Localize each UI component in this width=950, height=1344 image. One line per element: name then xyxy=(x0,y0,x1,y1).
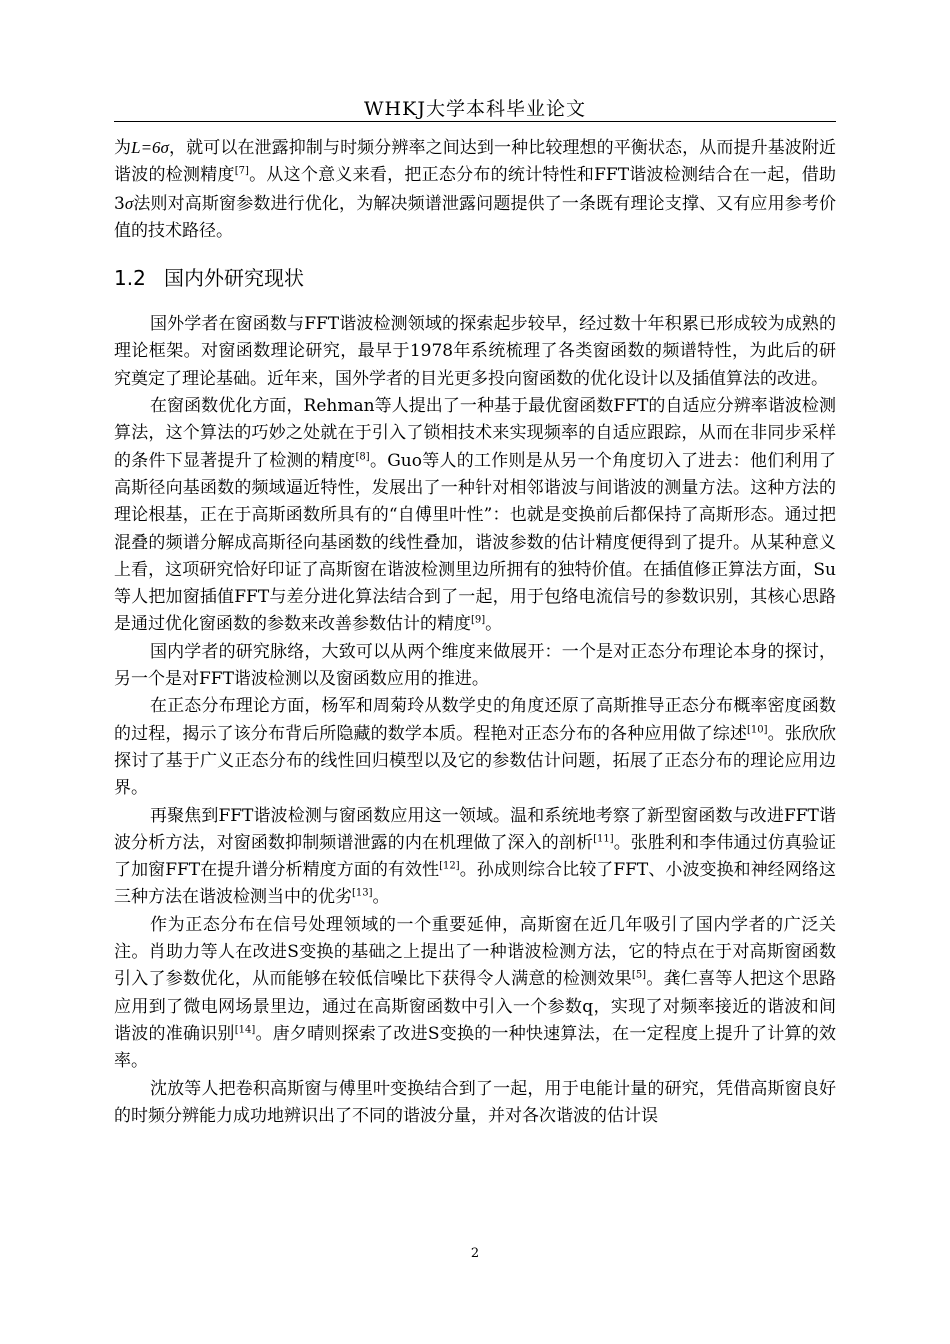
section-number: 1.2 xyxy=(114,266,146,291)
text: 。 xyxy=(372,887,390,908)
text: 在正态分布理论方面，杨军和周菊玲从数学史的角度还原了高斯推导正态分布概率密度函数的过程，揭示了该分布背后所隐藏的数学本质。程艳对正态分布的各种应用做了综述 xyxy=(114,696,836,744)
text: 。 xyxy=(485,614,503,635)
text: 。唐夕晴则探索了改进S变换的一种快速算法，在一定程度上提升了计算的效率。 xyxy=(114,1023,837,1072)
citation[interactable]: [10] xyxy=(747,723,768,735)
text: ，就可以在泄露抑制与时频分辨率之间达到一种比较理想的平衡状态，从而提升基波附近谐波的检测精度 xyxy=(114,138,837,186)
text: 作为正态分布在信号处理领域的一个重要延伸，高斯窗在近几年吸引了国内学者的广泛关注。肖助力等人在改进S变换的基础之上提出了一种谐波检测方法，它的特点在于对高斯窗函数引入了参数优化，从而能够在较低信噪比下获得令人满意的检测效果 xyxy=(114,914,836,990)
citation[interactable]: [14] xyxy=(234,1024,256,1036)
section-title: 国内外研究现状 xyxy=(164,266,304,291)
text: 在窗函数优化方面，Rehman等人提出了一种基于最优窗函数FFT的自适应分辨率谐波检测算法，这个算法的巧妙之处就在于引入了锁相技术来实现频率的自适应跟踪，从而在非同步采样的条件下显著提升了检测的精度 xyxy=(114,396,836,471)
running-header: WHKJ大学本科毕业论文 xyxy=(364,98,586,120)
text: 国内学者的研究脉络，大致可以从两个维度来做展开：一个是对正态分布理论本身的探讨，另一个是对FFT谐波检测以及窗函数应用的推进。 xyxy=(114,641,836,690)
section-heading xyxy=(114,263,836,293)
text: 。张欣欣探讨了基于广义正态分布的线性回归模型以及它的参数估计问题，拓展了正态分布的理论应用边界。 xyxy=(114,723,836,799)
citation[interactable]: [8] xyxy=(355,451,370,463)
text: 再聚焦到FFT谐波检测与窗函数应用这一领域。温和系统地考察了新型窗函数与改进FFT谐波分析方法，对窗函数抑制频谱泄露的内在机理做了深入的剖析 xyxy=(114,805,836,853)
paragraph xyxy=(114,803,836,912)
text: 。张胜利和李伟通过仿真验证了加窗FFT在提升谱分析精度方面的有效性 xyxy=(114,832,837,881)
paragraph xyxy=(114,912,836,1076)
citation[interactable]: [5] xyxy=(631,969,647,981)
text: 为 xyxy=(114,138,132,158)
text: 。龚仁喜等人把这个思路应用到了微电网场景里边，通过在高斯窗函数中引入一个参数q，实现了对频率接近的谐波和间谐波的准确识别 xyxy=(114,969,836,1044)
citation[interactable]: [9] xyxy=(471,614,486,626)
text: 。从这个意义来看，把正态分布的统计特性和FFT谐波检测结合在一起，借助3 xyxy=(114,165,836,214)
citation[interactable]: [12] xyxy=(439,860,460,872)
paragraph-continued xyxy=(114,134,836,245)
math-inline: L=6σ xyxy=(131,138,169,157)
paragraph xyxy=(114,393,836,639)
paragraph xyxy=(114,693,836,802)
text: 沈放等人把卷积高斯窗与傅里叶变换结合到了一起，用于电能计量的研究，凭借高斯窗良好的时频分辨能力成功地辨识出了不同的谐波分量，并对各次谐波的估计误 xyxy=(114,1078,836,1126)
text: 法则对高斯窗参数进行优化，为解决频谱泄露问题提供了一条既有理论支撑、又有应用参考价值的技术路径。 xyxy=(114,193,836,241)
paragraph xyxy=(114,639,836,694)
paragraph xyxy=(114,311,836,393)
citation[interactable]: [13] xyxy=(352,887,373,899)
citation[interactable]: [7] xyxy=(234,165,249,177)
citation[interactable]: [11] xyxy=(593,833,614,845)
page-body xyxy=(114,134,836,1130)
math-inline: σ xyxy=(124,193,134,213)
paragraph xyxy=(114,1076,836,1131)
text: 国外学者在窗函数与FFT谐波检测领域的探索起步较早，经过数十年积累已形成较为成熟的理论框架。对窗函数理论研究，最早于1978年系统梳理了各类窗函数的频谱特性，为此后的研究奠定了理论基础。近年来，国外学者的目光更多投向窗函数的优化设计以及插值算法的改进。 xyxy=(114,314,836,389)
page-number: 2 xyxy=(470,1246,480,1261)
text: 。孙成则综合比较了FFT、小波变换和神经网络这三种方法在谐波检测当中的优劣 xyxy=(114,860,836,908)
header-rule xyxy=(114,121,836,122)
text: 。Guo等人的工作则是从另一个角度切入了进去：他们利用了高斯径向基函数的频域逼近特性，发展出了一种针对相邻谐波与间谐波的测量方法。这种方法的理论根基，正在于高斯函数所具有的“自傅里叶性”：也就是变换前后都保持了高斯形态。通过把混叠的频谱分解成高斯径向基函数的线性叠加，谐波参数的估计精度便得到了提升。从某种意义上看，这项研究恰好印证了高斯窗在谐波检测里边所拥有的独特价值。在插值修正算法方面，Su等人把加窗插值FFT与差分进化算法结合到了一起，用于包络电流信号的参数识别，其核心思路是通过优化窗函数的参数来改善参数估计的精度 xyxy=(114,450,837,635)
